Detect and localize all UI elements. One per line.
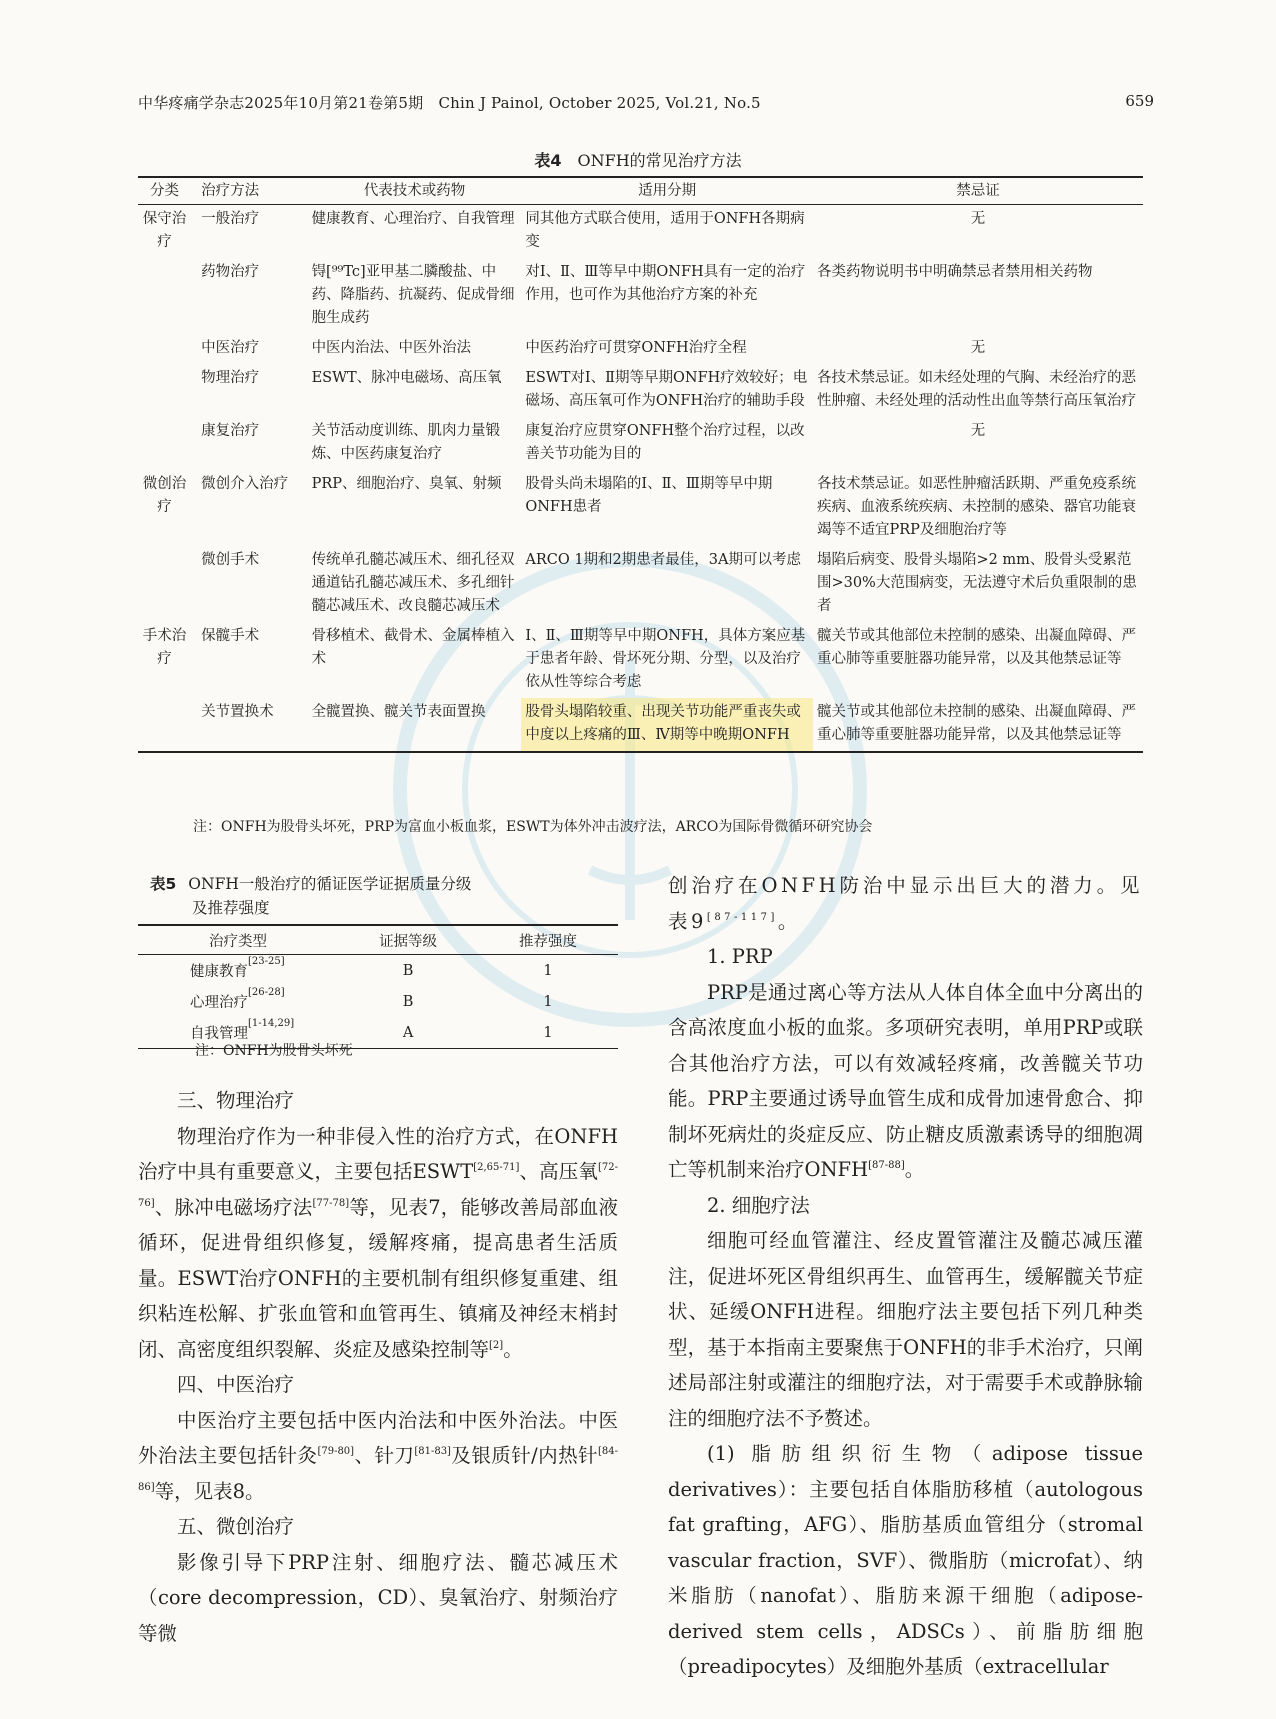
table5-caption xyxy=(150,872,471,920)
table4-cell-rep: 中医内治法、中医外治法 xyxy=(311,340,472,356)
section-heading-physical-therapy: 三、物理治疗 xyxy=(177,1089,295,1112)
table4-cell-method: 关节置换术 xyxy=(191,698,307,752)
table4-cell-method: 保髋手术 xyxy=(201,628,260,644)
table4-note: 注：ONFH为股骨头坏死，PRP为富血小板血浆，ESWT为体外冲击波疗法，ARCO为国际骨微循环研究协会 xyxy=(193,819,873,835)
table4-cell-rep: 锝[⁹⁹Tc]亚甲基二膦酸盐、中药、降脂药、抗凝药、促成骨细胞生成药 xyxy=(311,264,515,326)
section-heading-prp: 1. PRP xyxy=(707,945,773,968)
paragraph-cell-therapy: 细胞可经血管灌注、经皮置管灌注及髓芯减压灌注，促进坏死区骨组织再生、血管再生，缓解髋关节症状、延缓ONFH进程。细胞疗法主要包括下列几种类型，基于本指南主要聚焦于ONFH的非手术治疗，只阐述局部注射或灌注的细胞疗法，对于需要手术或静脉输注的细胞疗法不予赘述。 xyxy=(668,1229,1143,1430)
table4-cell-stage: ARCO 1期和2期患者最佳，3A期可以考虑 xyxy=(525,552,801,568)
citation-ref: [87-117] xyxy=(706,911,778,923)
table-row xyxy=(138,334,1143,364)
table4-cell-stage: 对Ⅰ、Ⅱ、Ⅲ等早中期ONFH具有一定的治疗作用，也可作为其他治疗方案的补充 xyxy=(525,264,806,303)
table4-cell-rep: ESWT、脉冲电磁场、高压氧 xyxy=(311,370,502,386)
table4-cell-rep: 关节活动度训练、肌肉力量锻炼、中医药康复治疗 xyxy=(311,423,501,462)
table5-header-strength: 推荐强度 xyxy=(478,925,618,955)
section-heading-minimally-invasive: 五、微创治疗 xyxy=(177,1515,295,1538)
text-span: 、脉冲电磁场疗法 xyxy=(154,1195,313,1219)
table4-title: ONFH的常见治疗方法 xyxy=(577,151,742,170)
table4-cell-category xyxy=(138,698,191,752)
table5-title-line2: 及推荐强度 xyxy=(192,899,270,917)
table5-cell-level: B xyxy=(402,962,414,979)
paragraph-physical-therapy xyxy=(138,1119,618,1368)
table4-cell-category: 手术治疗 xyxy=(142,628,187,667)
table4-cell-stage: Ⅰ、Ⅱ、Ⅲ期等早中期ONFH，具体方案应基于患者年龄、骨坏死分期、分型，以及治疗依从性等综合考虑 xyxy=(525,628,806,690)
table4-cell-contra: 塌陷后病变、股骨头塌陷>2 mm、股骨头受累范围>30%大范围病变，无法遵守术后负重限制的患者 xyxy=(816,552,1137,614)
table5-header-level: 证据等级 xyxy=(338,925,478,955)
text-span: 、高压氧 xyxy=(519,1160,598,1183)
table5-header-type: 治疗类型 xyxy=(138,925,338,955)
citation-ref: [1-14,29] xyxy=(248,1018,295,1029)
section-heading-cell-therapy: 2. 细胞疗法 xyxy=(707,1193,810,1217)
table5-title-line1: ONFH一般治疗的循证医学证据质量分级 xyxy=(188,875,472,893)
citation-ref: [81-83] xyxy=(414,1446,451,1457)
table4-cell-stage: 股骨头尚未塌陷的Ⅰ、Ⅱ、Ⅲ期等早中期ONFH患者 xyxy=(525,476,773,515)
right-column-body xyxy=(668,868,1143,1685)
table4-cell-method: 物理治疗 xyxy=(201,370,260,386)
table5-cell-strength: 1 xyxy=(543,993,553,1010)
table4-label: 表4 xyxy=(534,151,562,170)
table5-label: 表5 xyxy=(150,875,177,893)
table5-cell-type xyxy=(138,955,338,987)
paragraph-adipose: (1) 脂肪组织衍生物（adipose tissue derivatives）：主要包括自体脂肪移植（autologous fat grafting，AFG）、脂肪基质血管组分（stromal vascular fraction，SVF）、微脂肪（microfat）、纳米脂肪（nanofat）、脂肪来源干细胞（adipose-derived stem cells，ADSCs）、前脂肪细胞（preadipocytes）及细胞外基质（extracellular xyxy=(668,1442,1143,1678)
table4-cell-method: 药物治疗 xyxy=(201,264,260,280)
table4-cell-contra: 各技术禁忌证。如恶性肿瘤活跃期、严重免疫系统疾病、血液系统疾病、未控制的感染、器官功能衰竭等不适宜PRP及细胞治疗等 xyxy=(816,476,1136,538)
text-span: 。 xyxy=(904,1158,925,1181)
table4-cell-category: 微创治疗 xyxy=(142,476,187,515)
page-number: 659 xyxy=(1125,92,1154,110)
table4-cell-category xyxy=(138,334,191,364)
table4-caption xyxy=(0,148,1276,171)
table4-cell-stage: ESWT对Ⅰ、Ⅱ期等早期ONFH疗效较好；电磁场、高压氧可作为ONFH治疗的辅助手段 xyxy=(525,370,808,409)
text-span: 及银质针/内热针 xyxy=(450,1444,598,1467)
table5-cell-strength: 1 xyxy=(543,962,553,979)
table5-type-text: 自我管理 xyxy=(190,1026,248,1042)
table4-header-stage: 适用分期 xyxy=(521,177,813,205)
citation-ref: [26-28] xyxy=(248,987,285,998)
table4-cell-rep: PRP、细胞治疗、臭氧、射频 xyxy=(311,476,502,492)
table4-cell-category xyxy=(138,417,191,470)
table4-cell-method: 一般治疗 xyxy=(201,211,260,227)
table-row xyxy=(138,205,1143,259)
table4-cell-rep: 传统单孔髓芯减压术、细孔径双通道钻孔髓芯减压术、多孔细针髓芯减压术、改良髓芯减压术 xyxy=(311,552,515,614)
table4-header-row xyxy=(138,177,1143,205)
citation-ref: [2,65-71] xyxy=(473,1162,520,1173)
text-span: 物理治疗作为一种非侵入性的治疗方式，在ONFH治疗中具有重要意义，主要包括ESWT xyxy=(138,1124,618,1183)
table4-cell-contra: 髋关节或其他部位未控制的感染、出凝血障碍、严重心肺等重要脏器功能异常，以及其他禁忌证等 xyxy=(816,628,1136,667)
table4-cell-stage: 康复治疗应贯穿ONFH整个治疗过程，以改善关节功能为目的 xyxy=(525,423,805,462)
table5-cell-level: A xyxy=(338,1017,478,1049)
table-row xyxy=(138,986,618,1017)
table4-cell-rep: 全髋置换、髋关节表面置换 xyxy=(308,698,522,752)
citation-ref: [23-25] xyxy=(248,956,285,967)
paragraph-prp xyxy=(668,975,1143,1188)
table-row xyxy=(138,622,1143,698)
paragraph-continuation xyxy=(668,868,1143,939)
table-row xyxy=(138,546,1143,622)
text-span: 。 xyxy=(777,909,801,933)
table4-cell-category xyxy=(138,258,191,334)
table5-cell-type xyxy=(138,986,338,1017)
table-row xyxy=(138,698,1143,752)
table4-cell-method: 微创介入治疗 xyxy=(201,476,289,492)
text-span: 中医治疗主要包括中医内治法和中医外治法。中医外治法主要包括针灸 xyxy=(138,1408,618,1467)
text-span: 等，见表7，能够改善局部血液循环，促进骨组织修复，缓解疼痛，提高患者生活质量。ESWT治疗ONFH的主要机制有组织修复重建、组织粘连松解、扩张血管和血管再生、镇痛及神经末梢封闭、高密度组织裂解、炎症及感染控制等 xyxy=(138,1195,618,1361)
table5-type-text: 健康教育 xyxy=(190,964,248,980)
table4-cell-stage: 中医药治疗可贯穿ONFH治疗全程 xyxy=(525,340,747,356)
table4-cell-method: 中医治疗 xyxy=(201,340,260,356)
table4-cell-rep: 健康教育、心理治疗、自我管理 xyxy=(311,211,515,227)
table-row xyxy=(138,417,1143,470)
text-span: 。 xyxy=(503,1337,523,1361)
table5-cell-strength: 1 xyxy=(478,1017,618,1049)
citation-ref: [2] xyxy=(489,1339,504,1351)
citation-ref: [87-88] xyxy=(868,1160,905,1171)
table4-cell-contra: 各技术禁忌证。如未经处理的气胸、未经治疗的恶性肿瘤、未经处理的活动性出血等禁行高压氧治疗 xyxy=(816,370,1136,409)
table4-header-contra: 禁忌证 xyxy=(813,177,1143,205)
table-row xyxy=(138,470,1143,546)
table4-cell-method: 微创手术 xyxy=(201,552,260,568)
text-span: 、针刀 xyxy=(354,1444,415,1467)
table-row xyxy=(138,364,1143,417)
text-span: 创治疗在ONFH防治中显示出巨大的潜力。见表9 xyxy=(668,874,1143,933)
paragraph-tcm xyxy=(138,1403,618,1510)
running-header: 中华疼痛学杂志2025年10月第21卷第5期 Chin J Painol, October 2025, Vol.21, No.5 xyxy=(138,94,761,112)
table5-cell-level: B xyxy=(402,993,414,1010)
table4-cell-contra: 无 xyxy=(970,423,986,439)
table4-cell-contra: 髋关节或其他部位未控制的感染、出凝血障碍、严重心肺等重要脏器功能异常，以及其他禁忌证等 xyxy=(813,698,1143,752)
table4-cell-contra: 各类药物说明书中明确禁忌者禁用相关药物 xyxy=(816,264,1093,280)
paragraph-minimally-invasive: 影像引导下PRP注射、细胞疗法、髓芯减压术（core decompression，CD）、臭氧治疗、射频治疗等微 xyxy=(138,1550,618,1645)
table4-header-rep: 代表技术或药物 xyxy=(308,177,522,205)
citation-ref: [84-86] xyxy=(138,1446,618,1493)
table4-cell-stage: 股骨头塌陷较重、出现关节功能严重丧失或中度以上疼痛的Ⅲ、Ⅳ期等中晚期ONFH xyxy=(521,698,813,752)
table-row xyxy=(138,955,618,987)
citation-ref: [72-76] xyxy=(138,1162,618,1209)
table-row xyxy=(138,258,1143,334)
table4-cell-method: 康复治疗 xyxy=(201,423,260,439)
table4-header-method: 治疗方法 xyxy=(191,177,307,205)
table4-header-category: 分类 xyxy=(138,177,191,205)
table5-header-row xyxy=(138,925,618,955)
table5 xyxy=(138,924,618,1049)
table4-cell-stage: 同其他方式联合使用，适用于ONFH各期病变 xyxy=(525,211,805,250)
table4 xyxy=(138,176,1143,753)
table5-note: 注：ONFH为股骨头坏死 xyxy=(195,1043,353,1059)
table4-cell-category xyxy=(138,364,191,417)
table5-type-text: 心理治疗 xyxy=(190,995,248,1011)
text-span: 等，见表8。 xyxy=(154,1479,265,1503)
citation-ref: [77-78] xyxy=(312,1197,350,1209)
table4-cell-category: 保守治疗 xyxy=(142,211,187,250)
table4-cell-contra: 无 xyxy=(970,211,986,227)
text-span: PRP是通过离心等方法从人体自体全血中分离出的含高浓度血小板的血浆。多项研究表明，单用PRP或联合其他治疗方法，可以有效减轻疼痛，改善髋关节功能。PRP主要通过诱导血管生成和成骨加速骨愈合、抑制坏死病灶的炎症反应、防止糖皮质激素诱导的细胞凋亡等机制来治疗ONFH xyxy=(668,980,1143,1181)
citation-ref: [79-80] xyxy=(317,1446,355,1457)
table4-cell-rep: 骨移植术、截骨术、金属棒植入术 xyxy=(311,628,515,667)
table4-cell-contra: 无 xyxy=(970,340,986,356)
section-heading-tcm: 四、中医治疗 xyxy=(177,1373,295,1396)
left-column-body xyxy=(138,1083,618,1651)
table4-cell-category xyxy=(138,546,191,622)
